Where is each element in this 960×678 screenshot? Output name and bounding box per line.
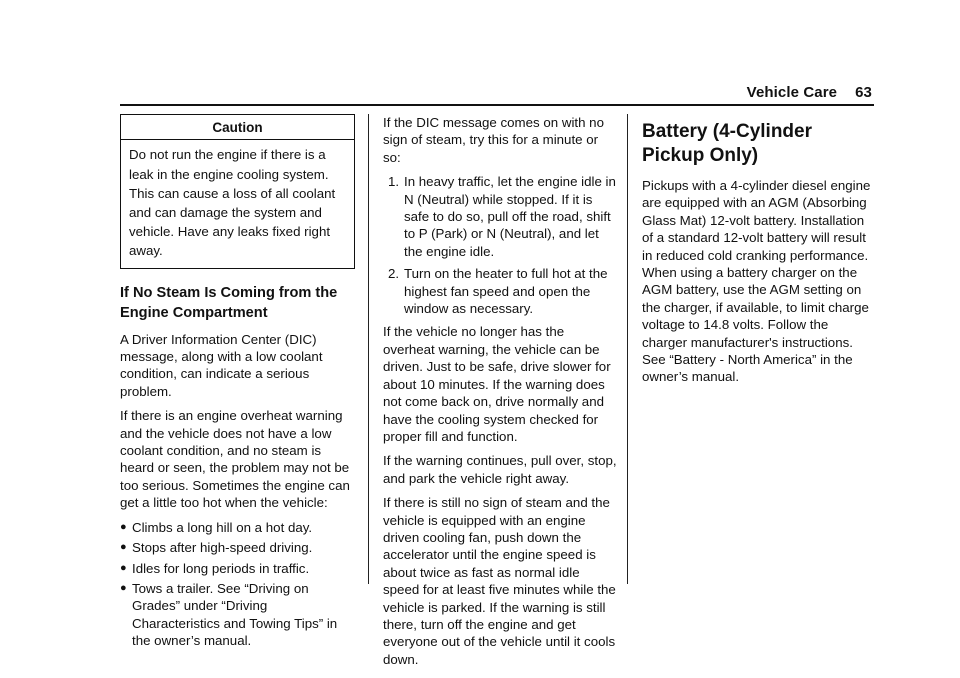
bullet-icon: ● <box>120 581 127 594</box>
paragraph: A Driver Information Center (DIC) message, along with a low coolant condition, can indicate a serious problem. <box>120 331 323 399</box>
paragraph: If the DIC message comes on with no sign of steam, try this for a minute or so: <box>383 115 604 165</box>
list-item-text: Tows a trailer. See “Driving on Grades” under “Driving Characteristics and Towing Tips” in the owner’s manual. <box>132 580 338 649</box>
numbered-list <box>383 173 618 317</box>
caution-box <box>120 114 355 269</box>
section-heading: Battery (4-Cylinder Pickup Only) <box>642 121 812 166</box>
list-item <box>383 173 618 260</box>
bullet-list <box>120 519 355 650</box>
paragraph: Pickups with a 4-cylinder diesel engine are equipped with an AGM (Absorbing Glass Mat) 12-volt battery. Installation of a standard 12-volt battery will result in reduced cold cranking performance. When using a battery charger on the AGM battery, use the AGM setting on the charger, if available, to limit charge voltage to 14.8 volts. Follow the charger manufacturer's instructions. See “Battery - North America” in the owner’s manual. <box>642 178 871 385</box>
paragraph: If there is still no sign of steam and the vehicle is equipped with an engine driven cooling fan, push down the accelerator until the engine speed is about twice as fast as normal idle speed for at least five minutes while the vehicle is parked. If the warning is still there, turn off the engine and get everyone out of the vehicle until it cools down. <box>383 495 616 667</box>
column-middle <box>383 114 618 675</box>
step-number: 1. <box>388 174 400 190</box>
list-item-text: Climbs a long hill on a hot day. <box>132 519 313 535</box>
page-header <box>0 84 872 101</box>
list-item <box>383 265 618 317</box>
bullet-icon: ● <box>120 541 127 554</box>
step-text: Turn on the heater to full hot at the highest fan speed and open the window as necessary. <box>404 266 608 317</box>
section-heading: If No Steam Is Coming from the Engine Compartment <box>120 284 338 321</box>
paragraph: If the warning continues, pull over, stop, and park the vehicle right away. <box>383 453 617 486</box>
list-item <box>120 539 355 556</box>
column-divider <box>627 114 628 584</box>
list-item <box>120 560 355 577</box>
caution-title: Caution <box>121 115 354 140</box>
header-rule <box>120 104 874 106</box>
paragraph: If the vehicle no longer has the overheat warning, the vehicle can be driven. Just to be safe, drive slower for about 10 minutes. If the warning does not come back on, drive normally and have the cooling system checked for proper fill and function. <box>383 324 611 444</box>
paragraph: If there is an engine overheat warning and the vehicle does not have a low coolant condition, and no steam is heard or seen, the problem may not be too serious. Sometimes the engine can get a little too hot when the vehicle: <box>120 408 350 511</box>
section-title: Vehicle Care <box>746 84 838 101</box>
bullet-icon: ● <box>120 520 127 533</box>
page-number: 63 <box>855 84 872 101</box>
column-left <box>120 114 355 656</box>
list-item-text: Stops after high-speed driving. <box>132 540 313 556</box>
step-number: 2. <box>388 266 400 282</box>
list-item <box>120 519 355 536</box>
caution-text: Do not run the engine if there is a leak in the engine cooling system. This can cause a loss of all coolant and can damage the system and vehicle. Have any leaks fixed right away. <box>129 147 336 259</box>
column-right <box>642 114 874 393</box>
list-item <box>120 580 355 650</box>
column-divider <box>368 114 369 584</box>
step-text: In heavy traffic, let the engine idle in N (Neutral) while stopped. If it is safe to do so, pull off the road, shift to P (Park) or N (Neutral), and let the engine idle. <box>404 174 616 259</box>
bullet-icon: ● <box>120 561 127 574</box>
list-item-text: Idles for long periods in traffic. <box>132 560 310 576</box>
